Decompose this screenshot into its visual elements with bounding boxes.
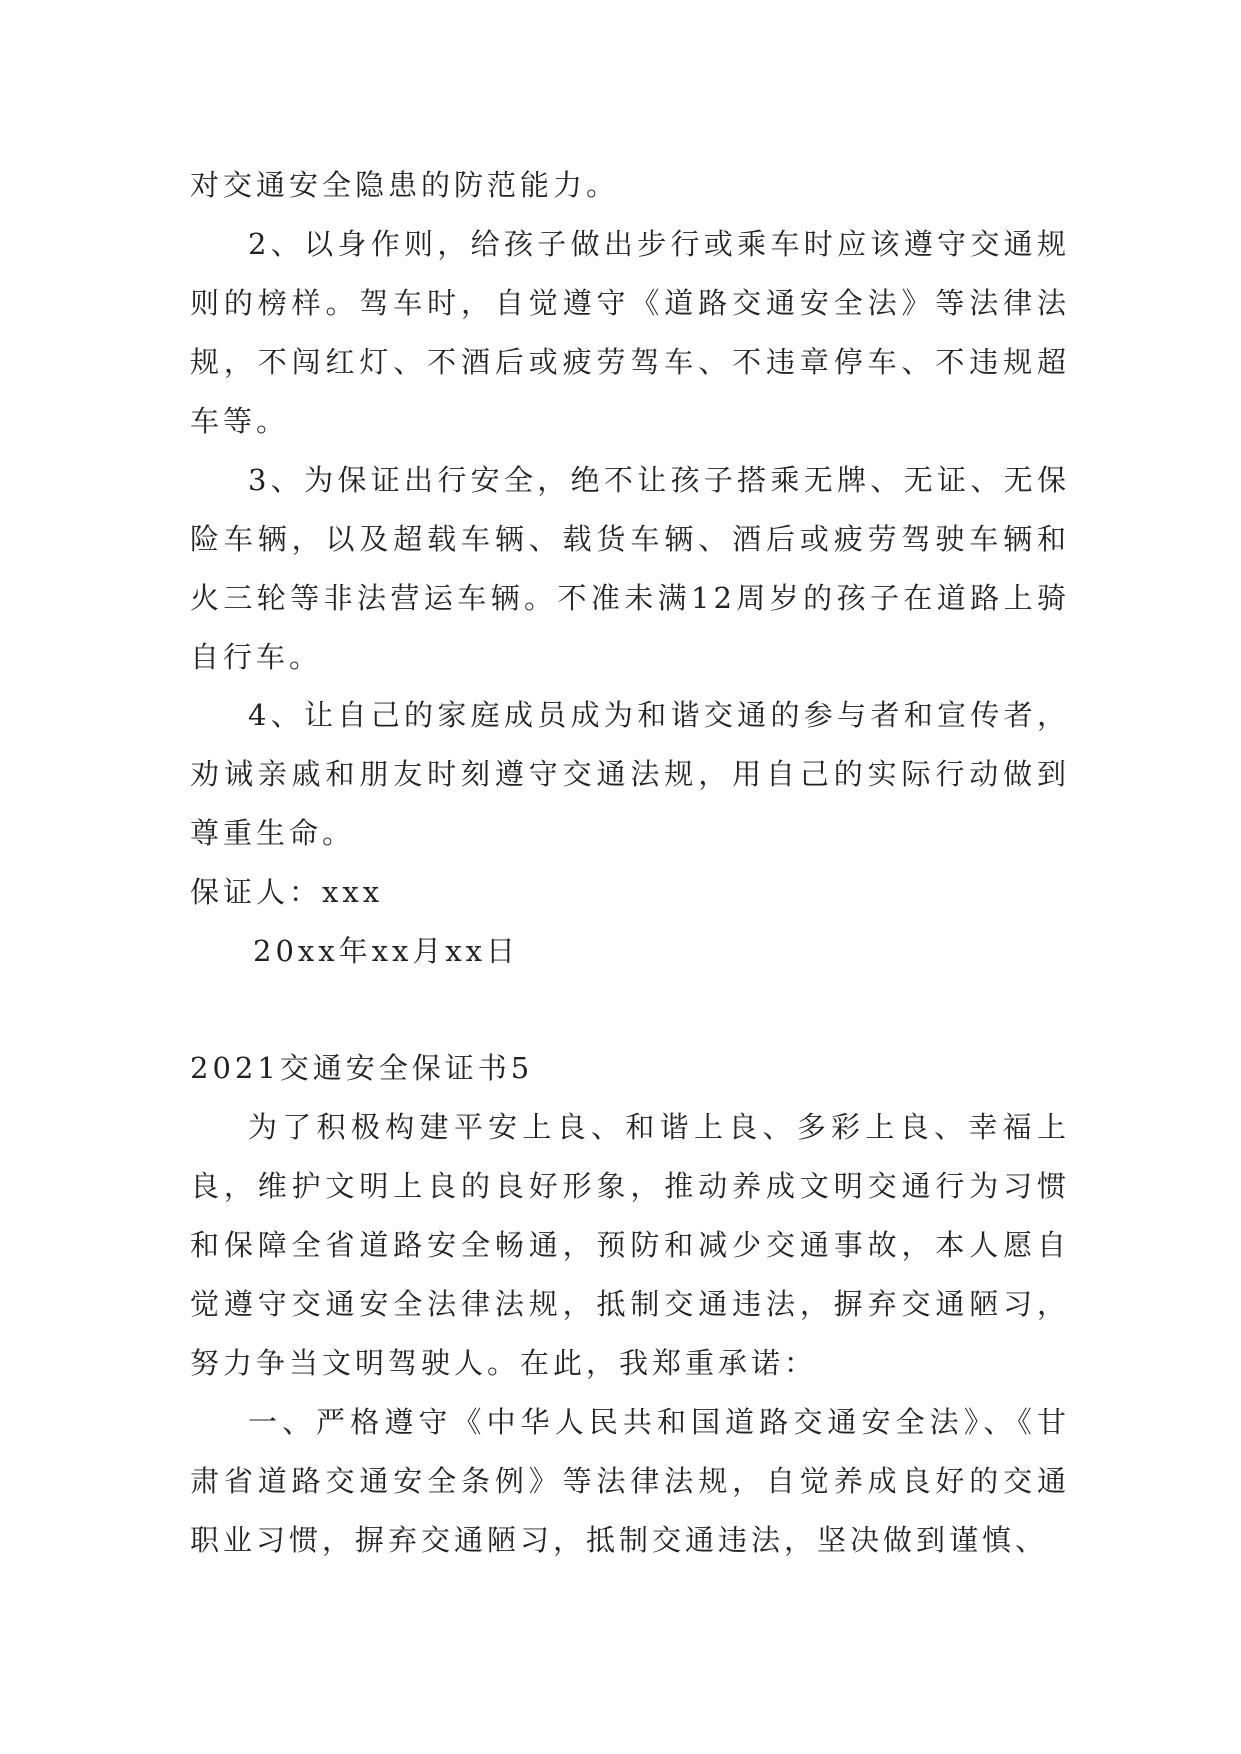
paragraph-item-4: 4、让自己的家庭成员成为和谐交通的参与者和宣传者，劝诫亲戚和朋友时刻遵守交通法规，用自己的实际行动做到尊重生命。 (190, 698, 1070, 850)
paragraph-item-3: 3、为保证出行安全，绝不让孩子搭乘无牌、无证、无保险车辆，以及超载车辆、载货车辆、酒后或疲劳驾驶车辆和火三轮等非法营运车辆。不准未满12周岁的孩子在道路上骑自行车。 (190, 463, 1070, 674)
paragraph-item-2: 2、以身作则，给孩子做出步行或乘车时应该遵守交通规则的榜样。驾车时，自觉遵守《道路交通安全法》等法律法规，不闯红灯、不酒后或疲劳驾车、不违章停车、不违规超车等。 (190, 227, 1070, 438)
paragraph-intro: 为了积极构建平安上良、和谐上良、多彩上良、幸福上良，维护文明上良的良好形象，推动养成文明交通行为习惯和保障全省道路安全畅通，预防和减少交通事故，本人愿自觉遵守交通安全法律法规，抵制交通违法，摒弃交通陋习，努力争当文明驾驶人。在此，我郑重承诺： (190, 1110, 1070, 1380)
date-line: 20xx年xx月xx日 (253, 934, 520, 968)
section-title: 2021交通安全保证书5 (190, 1051, 534, 1085)
paragraph-continuation: 对交通安全隐患的防范能力。 (190, 168, 620, 202)
signature-line: 保证人：xxx (190, 875, 384, 909)
paragraph-point-1: 一、严格遵守《中华人民共和国道路交通安全法》、《甘肃省道路交通安全条例》等法律法规，自觉养成良好的交通职业习惯，摒弃交通陋习，抵制交通违法，坚决做到谨慎、 (190, 1405, 1070, 1557)
